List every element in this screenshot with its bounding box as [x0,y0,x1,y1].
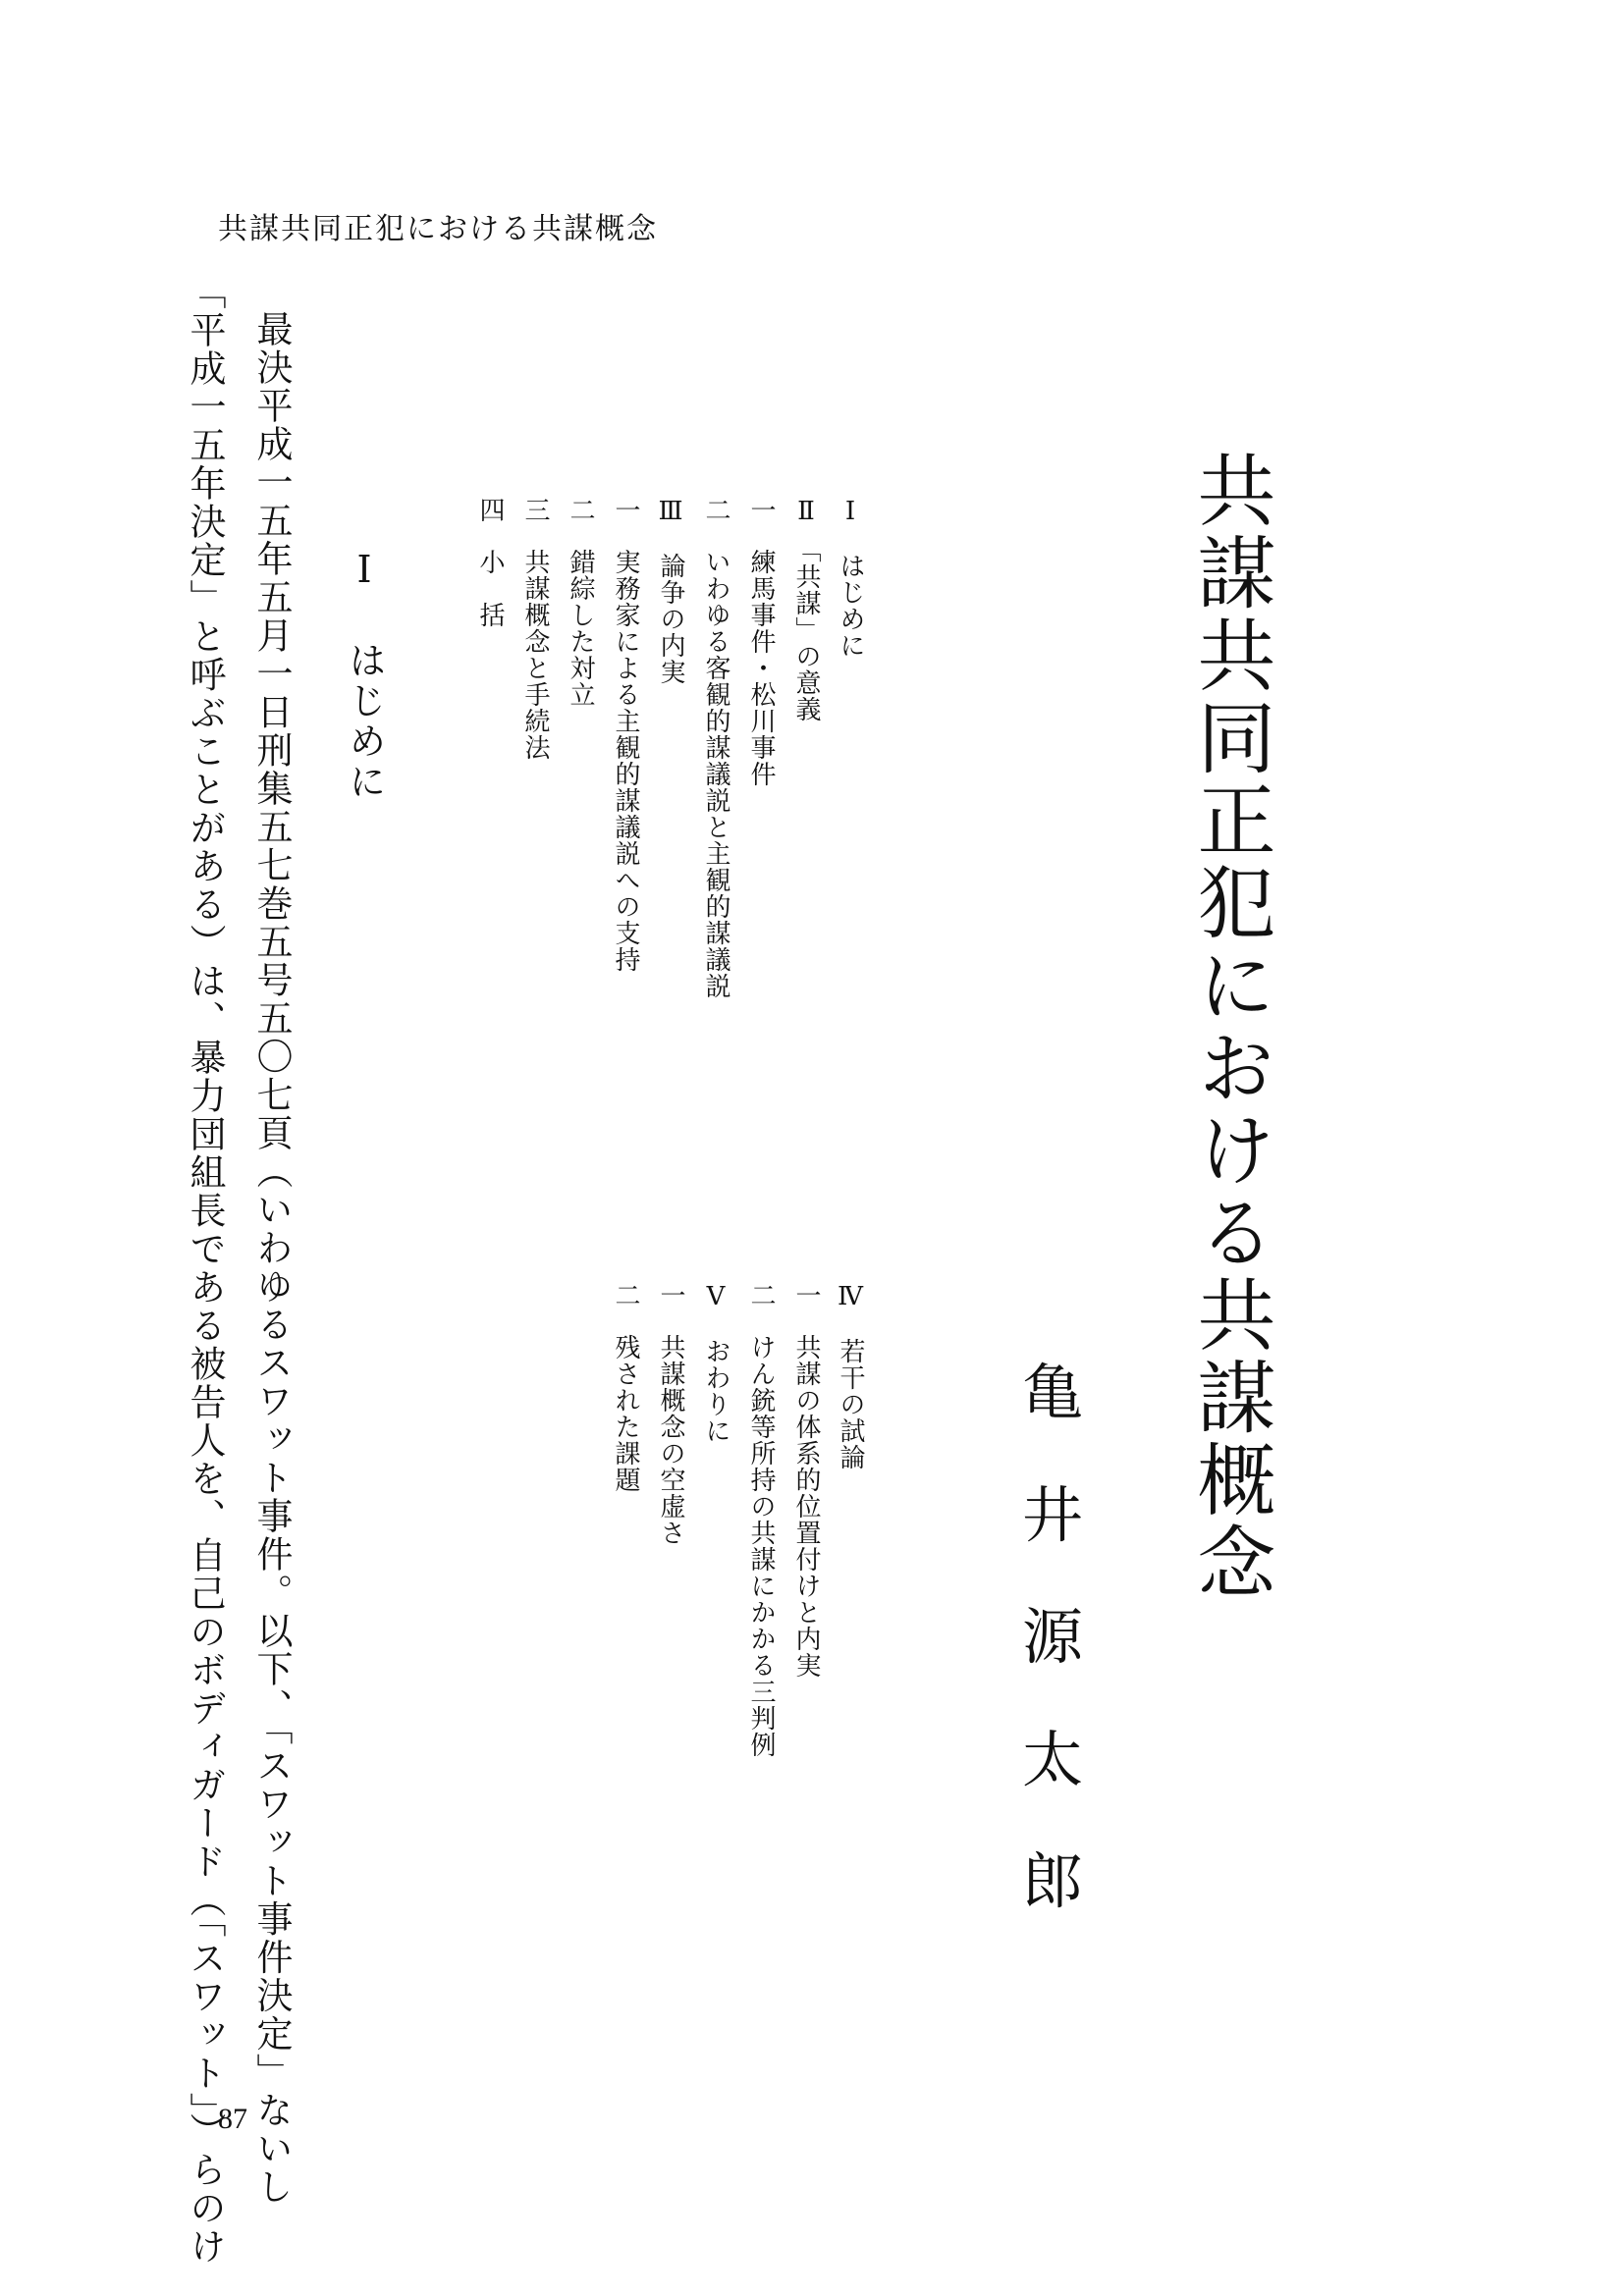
toc-entry [613,497,638,973]
toc-text: 小 括 [475,549,505,628]
toc-number: 一 [791,1282,821,1308]
toc-entry [838,497,863,659]
toc-text: 錯綜した対立 [566,549,595,708]
toc-text: 共謀の体系的位置付けと内実 [791,1334,821,1679]
section-number: Ⅰ [343,548,386,594]
toc-entry [477,497,503,628]
toc-entry [838,1282,863,1470]
toc-text: 実務家による主観的謀議説への支持 [611,549,640,973]
toc-entry [658,1282,683,1546]
toc-number: 一 [611,497,640,523]
toc-text: おわりに [701,1338,731,1444]
running-head: 共謀共同正犯における共謀概念 [218,212,658,246]
author-char: 井 [1021,1478,1083,1551]
toc-text: 練馬事件・松川事件 [746,549,776,787]
toc-text: はじめに [836,553,865,659]
toc-text: 共謀概念と手続法 [520,549,550,761]
toc-number: Ⅰ [836,497,865,527]
toc-entry [703,1282,729,1444]
author-char: 太 [1021,1723,1083,1795]
toc-entry [748,1282,774,1758]
page-number: 87 [218,2103,247,2135]
toc-entry [613,1282,638,1493]
toc-entry [703,497,729,999]
toc-text: けん銃等所持の共謀にかかる三判例 [746,1334,776,1758]
toc-number: 一 [656,1282,685,1308]
author-char: 郎 [1021,1845,1083,1917]
section-heading [343,548,386,802]
section-title: はじめに [343,641,386,802]
toc-text: 残された課題 [611,1334,640,1493]
toc-entry [522,497,548,761]
toc-entry [793,1282,819,1679]
toc-number: 一 [746,497,776,523]
toc-text: 若干の試論 [836,1338,865,1470]
body-text-line: 「平成一五年決定」と呼ぶことがある）は、暴力団組長である被告人を、自己のボディガード（「スワット」）らのけ [184,273,226,2266]
toc-number: 二 [746,1282,776,1308]
toc-number: 二 [611,1282,640,1308]
author-name [1003,1357,1102,1917]
toc-number: 四 [475,497,505,523]
toc-text: 共謀概念の空虚さ [656,1334,685,1546]
author-char: 源 [1021,1601,1083,1673]
toc-number: 三 [520,497,550,523]
toc-text: いわゆる客観的謀議説と主観的謀議説 [701,549,731,999]
toc-entry [658,497,683,685]
toc-entry [793,497,819,722]
body-text-line: 最決平成一五年五月一日刑集五七巻五号五〇七頁（いわゆるスワット事件。以下、「スワット事件決定」ないし [250,310,293,2207]
toc-number: Ⅳ [836,1282,865,1312]
toc-number: Ⅱ [791,497,821,527]
author-char: 亀 [1021,1357,1083,1428]
toc-number: Ⅴ [701,1282,731,1312]
toc-number: 二 [701,497,731,523]
toc-entry [748,497,774,787]
toc-number: Ⅲ [656,497,685,527]
article-title: 共謀共同正犯における共謀概念 [1184,450,1275,1604]
toc-text: 論争の内実 [656,553,685,685]
toc-number: 二 [566,497,595,523]
toc-entry [568,497,593,708]
toc-text: 「共謀」の意義 [791,537,821,722]
